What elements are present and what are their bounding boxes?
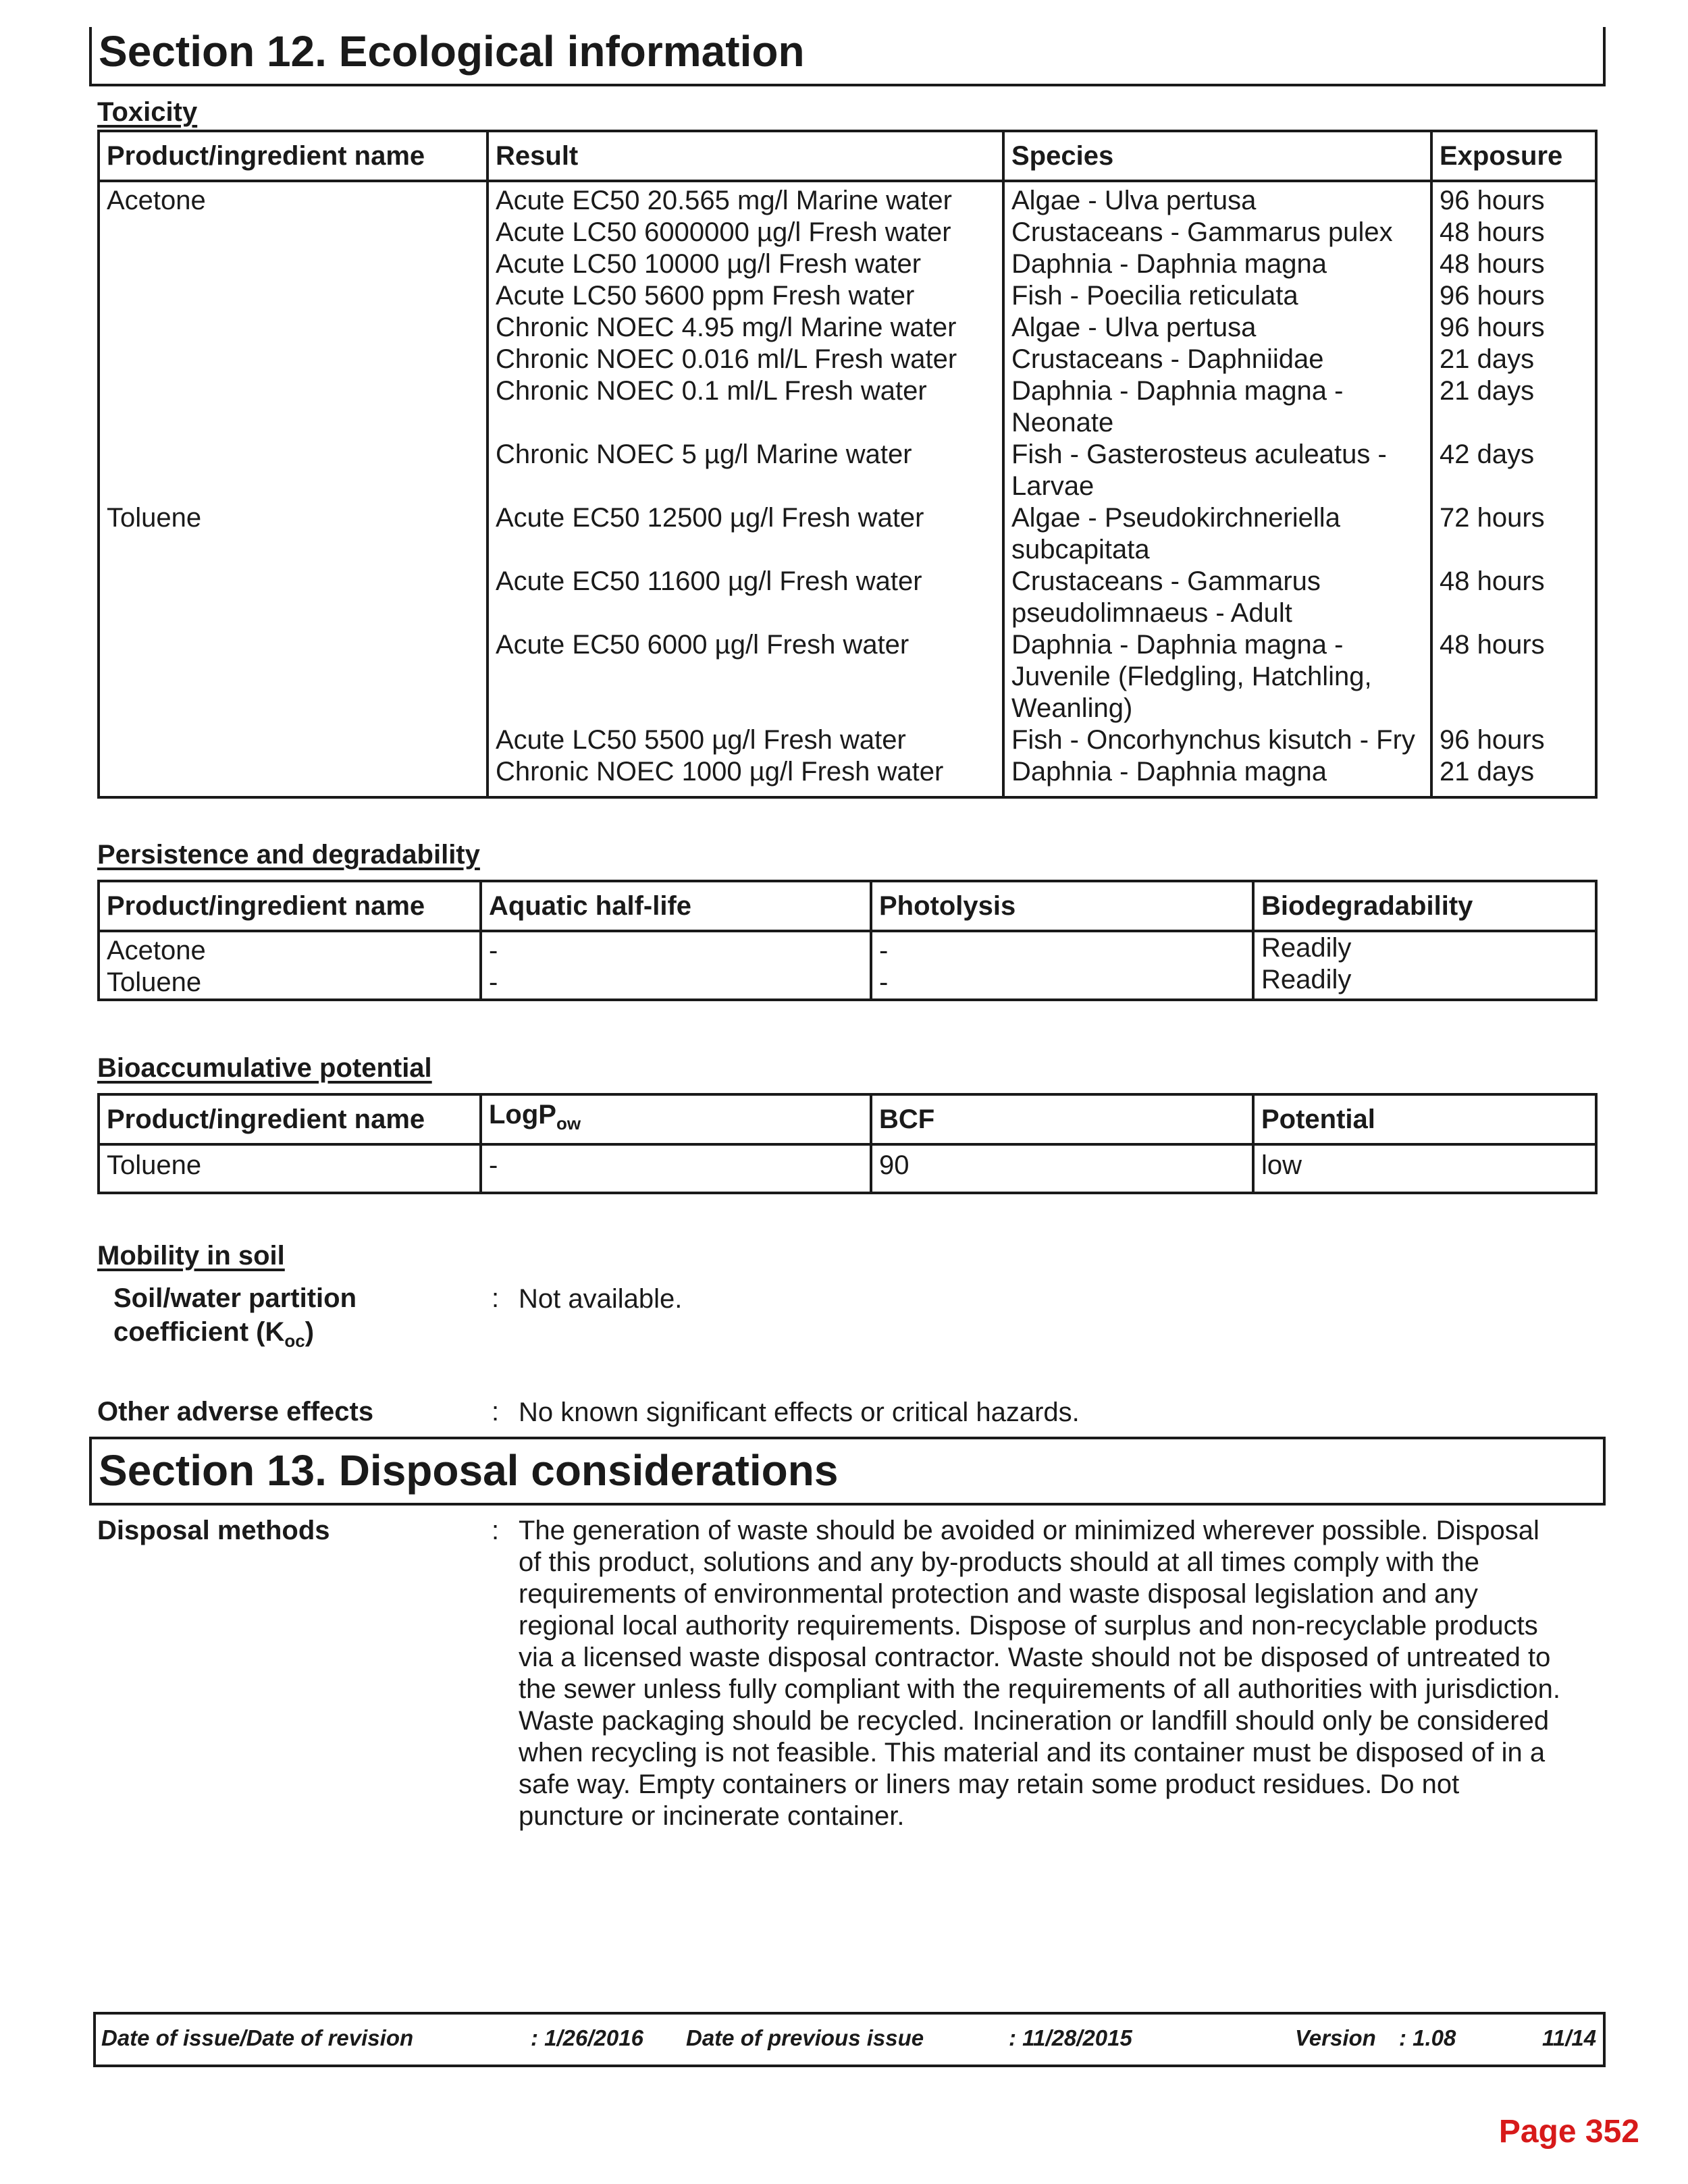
species-text: Algae - Pseudokirchneriella (1011, 503, 1340, 533)
column-header: Exposure (1431, 131, 1596, 181)
other-adverse-value: No known significant effects or critical hazards. (519, 1397, 1080, 1427)
species-text: Daphnia - Daphnia magna (1011, 757, 1327, 787)
aquatic-half-life: - (489, 967, 498, 997)
result-text: Acute LC50 10000 µg/l Fresh water (496, 249, 922, 279)
mobility-heading: Mobility in soil (97, 1241, 285, 1271)
column-header: Result (487, 131, 1003, 181)
table-row (99, 629, 1596, 724)
disposal-line: the sewer unless fully compliant with the requirements of all authorities with jurisdiction. (519, 1674, 1560, 1704)
column-header: Biodegradability (1253, 881, 1596, 931)
issue-date-value: : 1/26/2016 (531, 2025, 643, 2050)
disposal-line: of this product, solutions and any by-products should at all times comply with the (519, 1547, 1479, 1577)
logpow-subscript: ow (556, 1113, 581, 1134)
species-text: Fish - Oncorhynchus kisutch - Fry (1011, 725, 1415, 755)
exposure-text: 96 hours (1440, 725, 1545, 755)
result-text: Chronic NOEC 5 µg/l Marine water (496, 440, 912, 469)
bioaccumulative-table (97, 1093, 1598, 1194)
biodegradability: Readily (1261, 933, 1352, 963)
exposure-text: 96 hours (1440, 186, 1545, 215)
logpow-label: LogP (489, 1100, 556, 1129)
result-text: Acute LC50 5500 µg/l Fresh water (496, 725, 906, 755)
potential-value: low (1253, 1144, 1596, 1193)
product-name: Acetone (107, 936, 206, 965)
column-header: Aquatic half-life (481, 881, 871, 931)
section-12-title: Section 12. Ecological information (99, 27, 805, 76)
toxicity-table (97, 130, 1598, 799)
product-name: Toluene (107, 503, 202, 533)
other-adverse-label: Other adverse effects (97, 1397, 374, 1427)
disposal-methods-label: Disposal methods (97, 1516, 330, 1545)
column-header (481, 1094, 871, 1144)
result-text: Chronic NOEC 4.95 mg/l Marine water (496, 313, 957, 342)
exposure-text: 96 hours (1440, 281, 1545, 311)
soil-partition-label: Soil/water partition coefficient $(K_{oc})$ (113, 1283, 357, 1351)
exposure-text: 48 hours (1440, 566, 1545, 596)
toxicity-heading: Toxicity (97, 97, 198, 127)
species-text: Crustaceans - Gammarus (1011, 566, 1321, 596)
exposure-text: 42 days (1440, 440, 1535, 469)
table-row (99, 375, 1596, 439)
species-text: Algae - Ulva pertusa (1011, 313, 1257, 342)
column-header: Potential (1253, 1094, 1596, 1144)
soil-partition-value: Not available. (519, 1284, 683, 1314)
disposal-line: via a licensed waste disposal contractor. Waste should not be disposed of untreated to (519, 1643, 1551, 1672)
result-text: Acute LC50 5600 ppm Fresh water (496, 281, 915, 311)
species-text: Daphnia - Daphnia magna - (1011, 376, 1344, 406)
page-number: 11/14 (1542, 2025, 1597, 2050)
section-13-title: Section 13. Disposal considerations (99, 1446, 839, 1495)
result-text: Acute EC50 11600 µg/l Fresh water (496, 566, 922, 596)
disposal-line: when recycling is not feasible. This material and its container must be disposed of in a (519, 1738, 1546, 1767)
bioaccumulative-header-row (99, 1094, 1596, 1144)
exposure-text: 72 hours (1440, 503, 1545, 533)
table-row (99, 344, 1596, 375)
photolysis: - (879, 967, 889, 997)
exposure-text: 21 days (1440, 757, 1535, 787)
bcf-value: 90 (871, 1144, 1253, 1193)
disposal-line: requirements of environmental protection and waste disposal legislation and any (519, 1579, 1478, 1609)
previous-issue-label: Date of previous issue (686, 2025, 924, 2050)
column-header: Photolysis (871, 881, 1253, 931)
column-header: Species (1003, 131, 1431, 181)
table-row (99, 724, 1596, 756)
exposure-text: 48 hours (1440, 630, 1545, 660)
result-text: Acute EC50 20.565 mg/l Marine water (496, 186, 952, 215)
table-row (99, 756, 1596, 797)
table-row (99, 248, 1596, 280)
table-row (99, 566, 1596, 629)
product-name: Acetone (107, 186, 206, 215)
table-row (99, 217, 1596, 248)
disposal-methods-text (519, 1515, 1599, 1832)
result-text: Acute LC50 6000000 µg/l Fresh water (496, 217, 951, 247)
table-row (99, 1144, 1596, 1193)
species-text: Daphnia - Daphnia magna - (1011, 630, 1344, 660)
photolysis: - (879, 936, 889, 965)
result-text: Chronic NOEC 0.016 ml/L Fresh water (496, 344, 957, 374)
species-text: Neonate (1011, 408, 1114, 437)
species-text: pseudolimnaeus - Adult (1011, 598, 1292, 628)
species-text: Crustaceans - Gammarus pulex (1011, 217, 1393, 247)
colon: : (492, 1516, 500, 1545)
persistence-table (97, 880, 1598, 1001)
species-text: Daphnia - Daphnia magna (1011, 249, 1327, 279)
table-row (99, 931, 1596, 1000)
table-row (99, 280, 1596, 312)
persistence-heading: Persistence and degradability (97, 840, 480, 870)
toxicity-header-row (99, 131, 1596, 181)
previous-issue-value: : 11/28/2015 (1009, 2025, 1132, 2050)
version-value: : 1.08 (1399, 2025, 1456, 2050)
species-text: Fish - Gasterosteus aculeatus - (1011, 440, 1387, 469)
exposure-text: 96 hours (1440, 313, 1545, 342)
disposal-line: Waste packaging should be recycled. Incineration or landfill should only be considered (519, 1706, 1550, 1736)
species-text: Juvenile (Fledgling, Hatchling, (1011, 662, 1372, 691)
species-text: Algae - Ulva pertusa (1011, 186, 1257, 215)
issue-date-label: Date of issue/Date of revision (101, 2025, 414, 2050)
table-row (99, 312, 1596, 344)
column-header: Product/ingredient name (99, 1094, 481, 1144)
page-stamp: Page 352 (1498, 2114, 1639, 2150)
colon: : (492, 1283, 500, 1313)
species-text: subcapitata (1011, 535, 1150, 564)
product-name: Toluene (99, 1144, 481, 1193)
species-text: Crustaceans - Daphniidae (1011, 344, 1324, 374)
aquatic-half-life: - (489, 936, 498, 965)
table-row (99, 502, 1596, 566)
result-text: Acute EC50 12500 µg/l Fresh water (496, 503, 924, 533)
exposure-text: 21 days (1440, 344, 1535, 374)
exposure-text: 48 hours (1440, 249, 1545, 279)
exposure-text: 48 hours (1440, 217, 1545, 247)
biodegradability: Readily (1261, 965, 1352, 994)
result-text: Chronic NOEC 1000 µg/l Fresh water (496, 757, 944, 787)
product-name: Toluene (107, 967, 202, 997)
species-text: Fish - Poecilia reticulata (1011, 281, 1298, 311)
disposal-line: The generation of waste should be avoided or minimized wherever possible. Disposal (519, 1516, 1539, 1545)
logpow-value: - (481, 1144, 871, 1193)
column-header: BCF (871, 1094, 1253, 1144)
column-header: Product/ingredient name (99, 131, 487, 181)
result-text: Acute EC50 6000 µg/l Fresh water (496, 630, 909, 660)
persistence-header-row (99, 881, 1596, 931)
species-text: Weanling) (1011, 693, 1133, 723)
table-row (99, 439, 1596, 502)
version-label: Version (1295, 2025, 1376, 2050)
disposal-line: regional local authority requirements. Dispose of surplus and non-recyclable products (519, 1611, 1538, 1641)
table-row (99, 181, 1596, 217)
exposure-text: 21 days (1440, 376, 1535, 406)
bioaccumulative-heading: Bioaccumulative potential (97, 1053, 432, 1083)
colon: : (492, 1397, 500, 1427)
disposal-line: safe way. Empty containers or liners may retain some product residues. Do not (519, 1769, 1460, 1799)
result-text: Chronic NOEC 0.1 ml/L Fresh water (496, 376, 927, 406)
column-header: Product/ingredient name (99, 881, 481, 931)
disposal-line: puncture or incinerate container. (519, 1801, 905, 1831)
species-text: Larvae (1011, 471, 1094, 501)
